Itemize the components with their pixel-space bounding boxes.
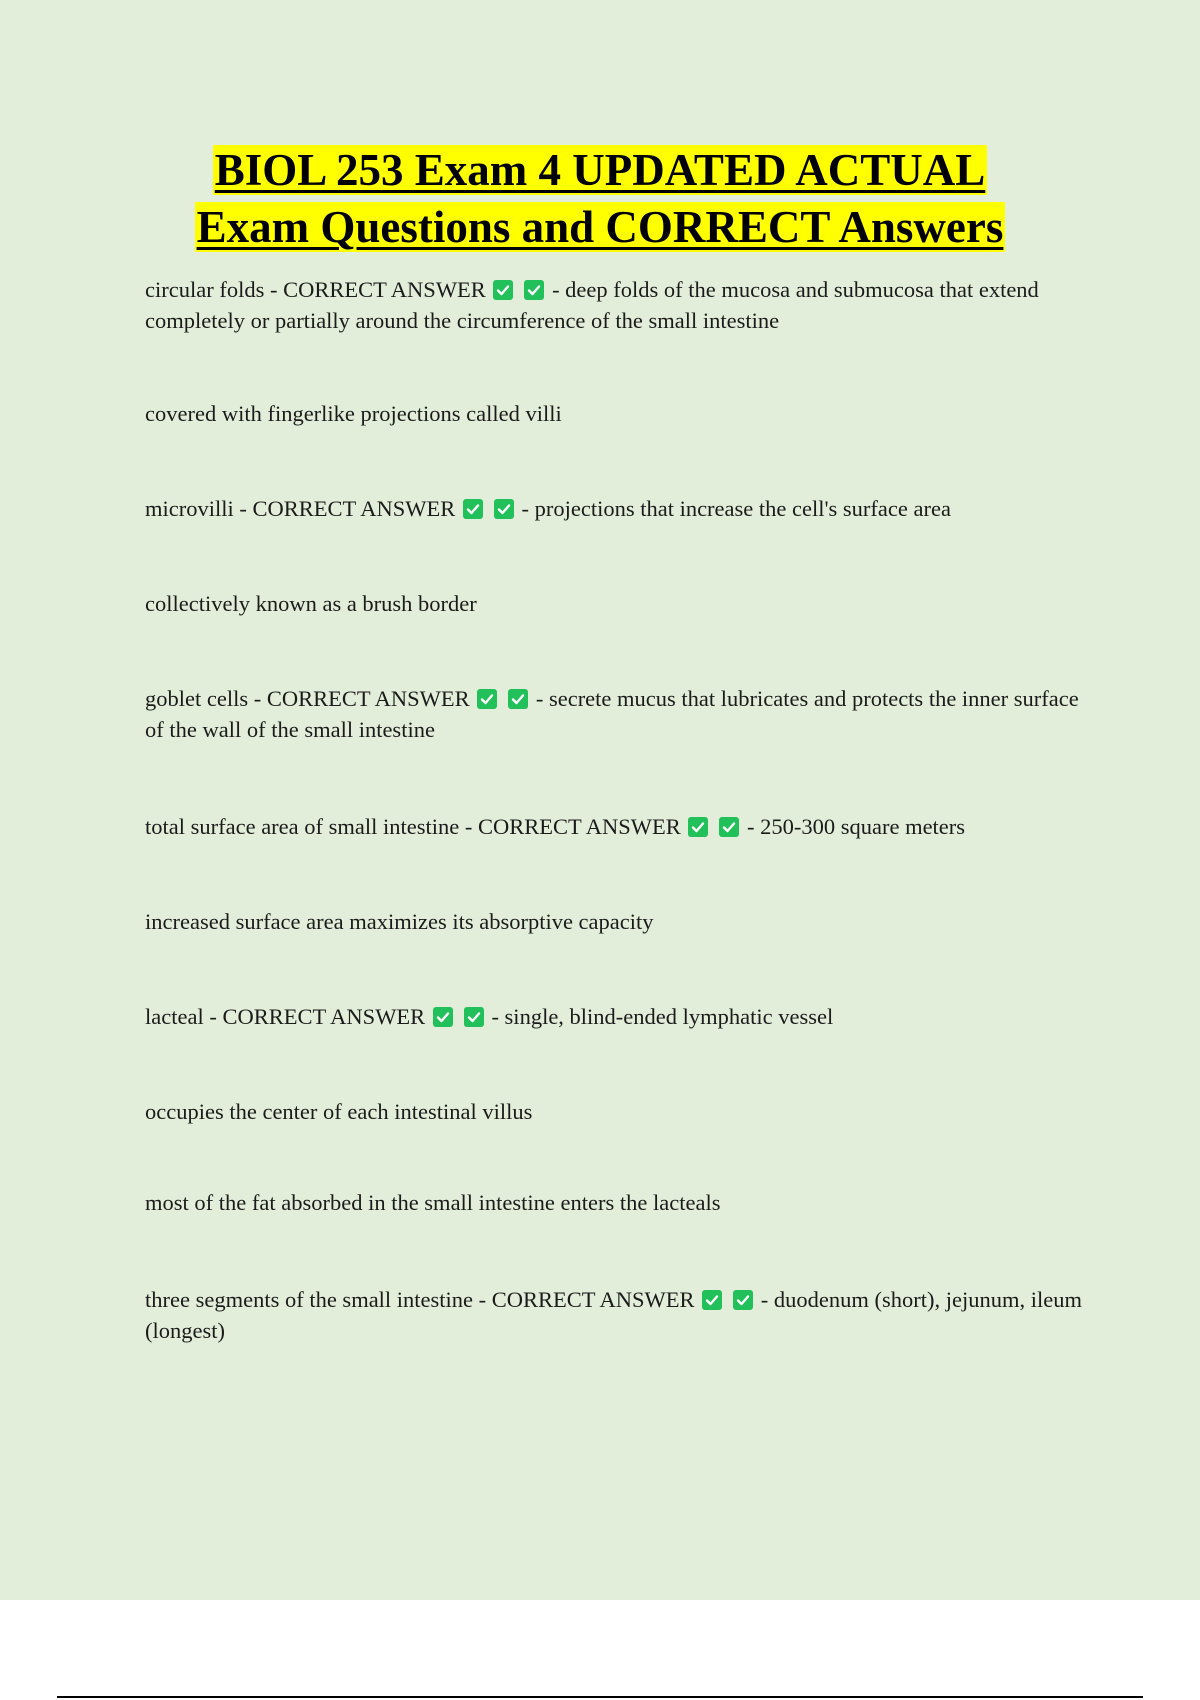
entry-text: occupies the center of each intestinal villus [145,1099,533,1124]
entry-term: lacteal - CORRECT ANSWER [145,1004,426,1029]
entry-term: circular folds - CORRECT ANSWER [145,277,486,302]
white-check-mark-icon [733,1290,753,1310]
qa-entry [145,683,1090,745]
entry-definition: - 250-300 square meters [746,814,966,839]
entry-definition: - deep folds of the mucosa and submucosa that extend completely or partially around the circumference of the small intestine [145,277,1039,333]
white-check-mark-icon [702,1290,722,1310]
white-check-mark-icon [433,1007,453,1027]
footer-divider [57,1696,1143,1698]
qa-entry [145,1187,1090,1218]
entry-term: three segments of the small intestine - CORRECT ANSWER [145,1287,695,1312]
white-check-mark-icon [463,499,483,519]
white-check-mark-icon [477,689,497,709]
white-check-mark-icon [494,499,514,519]
qa-entry [145,1001,1090,1032]
document-title [0,142,1200,256]
entry-definition: - secrete mucus that lubricates and protects the inner surface of the wall of the small intestine [145,686,1079,742]
title-line-2: Exam Questions and CORRECT Answers [196,202,1004,252]
qa-entry [145,906,1090,937]
qa-entry [145,493,1090,524]
entry-term: goblet cells - CORRECT ANSWER [145,686,470,711]
entry-text: increased surface area maximizes its absorptive capacity [145,909,654,934]
entry-text: collectively known as a brush border [145,591,477,616]
qa-entry [145,1096,1090,1127]
qa-entry [145,588,1090,619]
entry-definition: - single, blind-ended lymphatic vessel [491,1004,834,1029]
white-check-mark-icon [493,280,513,300]
white-check-mark-icon [719,817,739,837]
qa-entry [145,811,1090,842]
entry-definition: - duodenum (short), jejunum, ileum (longest) [145,1287,1082,1343]
title-line-1: BIOL 253 Exam 4 UPDATED ACTUAL [214,145,986,195]
entry-text: most of the fat absorbed in the small intestine enters the lacteals [145,1190,721,1215]
white-check-mark-icon [508,689,528,709]
entry-term: total surface area of small intestine - CORRECT ANSWER [145,814,681,839]
qa-entry [145,274,1090,336]
entry-term: microvilli - CORRECT ANSWER [145,496,456,521]
white-check-mark-icon [464,1007,484,1027]
white-check-mark-icon [688,817,708,837]
white-check-mark-icon [524,280,544,300]
qa-entry [145,1284,1090,1346]
entry-definition: - projections that increase the cell's surface area [521,496,951,521]
qa-entry [145,398,1090,429]
entry-text: covered with fingerlike projections called villi [145,401,562,426]
